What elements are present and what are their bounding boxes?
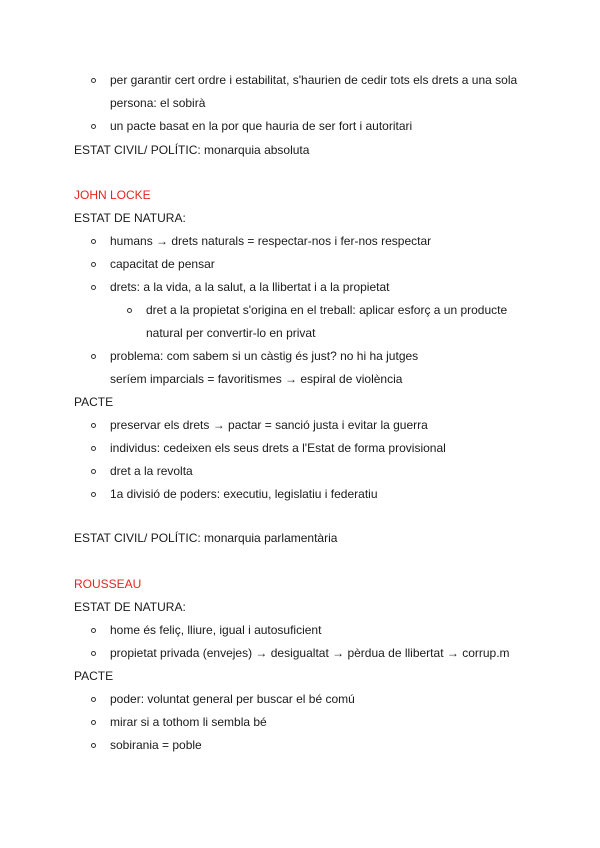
bullet-icon <box>91 469 96 474</box>
locke-natura-bullet-2: capacitat de pensar <box>110 257 215 271</box>
bullet-icon <box>91 697 96 702</box>
bullet-icon <box>91 743 96 748</box>
locke-problema-line2: seríem imparcials = favoritismes → espiral de violència <box>110 372 403 386</box>
bullet-icon <box>91 262 96 267</box>
rousseau-pacte-label: PACTE <box>74 669 114 683</box>
locke-natura-bullet-1: humans → drets naturals = respectar-nos i fer-nos respectar <box>110 234 432 248</box>
bullet-icon <box>91 354 96 359</box>
locke-pacte-bullet-2: individus: cedeixen els seus drets a l'Estat de forma provisional <box>110 441 446 455</box>
intro-estat-civil: ESTAT CIVIL/ POLÍTIC: monarquia absoluta <box>74 143 310 157</box>
bullet-icon <box>91 239 96 244</box>
locke-pacte-bullet-4: 1a divisió de poders: executiu, legislatiu i federatiu <box>110 487 378 501</box>
bullet-icon <box>91 285 96 290</box>
locke-natura-label: ESTAT DE NATURA: <box>74 211 186 225</box>
rousseau-pacte-bullet-3: sobirania = poble <box>110 738 202 752</box>
bullet-icon <box>91 124 96 129</box>
rousseau-natura-bullet-1: home és feliç, lliure, igual i autosuficient <box>110 623 322 637</box>
bullet-icon <box>91 492 96 497</box>
locke-estat-civil: ESTAT CIVIL/ POLÍTIC: monarquia parlamentària <box>74 531 338 545</box>
bullet-icon <box>91 446 96 451</box>
rousseau-natura-label: ESTAT DE NATURA: <box>74 600 186 614</box>
bullet-icon <box>91 720 96 725</box>
bullet-icon <box>127 308 132 313</box>
locke-pacte-label: PACTE <box>74 395 114 409</box>
locke-pacte-bullet-1: preservar els drets → pactar = sanció justa i evitar la guerra <box>110 418 428 432</box>
locke-sub-bullet-line2: natural per convertir-lo en privat <box>146 326 316 340</box>
bullet-icon <box>91 628 96 633</box>
rousseau-title: ROUSSEAU <box>74 577 142 591</box>
rousseau-pacte-bullet-2: mirar si a tothom li sembla bé <box>110 715 267 729</box>
bullet-icon <box>91 423 96 428</box>
locke-sub-bullet-line1: dret a la propietat s'origina en el treball: aplicar esforç a un producte <box>146 303 508 317</box>
rousseau-natura-bullet-2: propietat privada (envejes) → desigualtat → pèrdua de llibertat → corrup.m <box>110 646 510 660</box>
bullet-icon <box>91 78 96 83</box>
locke-pacte-bullet-3: dret a la revolta <box>110 464 193 478</box>
intro-bullet-1-line2: persona: el sobirà <box>110 96 206 110</box>
intro-bullet-1-line1: per garantir cert ordre i estabilitat, s'haurien de cedir tots els drets a una sola <box>110 73 518 87</box>
locke-natura-bullet-3: drets: a la vida, a la salut, a la llibertat i a la propietat <box>110 280 390 294</box>
rousseau-pacte-bullet-1: poder: voluntat general per buscar el bé comú <box>110 692 355 706</box>
bullet-icon <box>91 651 96 656</box>
locke-title: JOHN LOCKE <box>74 188 151 202</box>
intro-bullet-2: un pacte basat en la por que hauria de ser fort i autoritari <box>110 119 413 133</box>
locke-problema-line1: problema: com sabem si un càstig és just? no hi ha jutges <box>110 349 419 363</box>
